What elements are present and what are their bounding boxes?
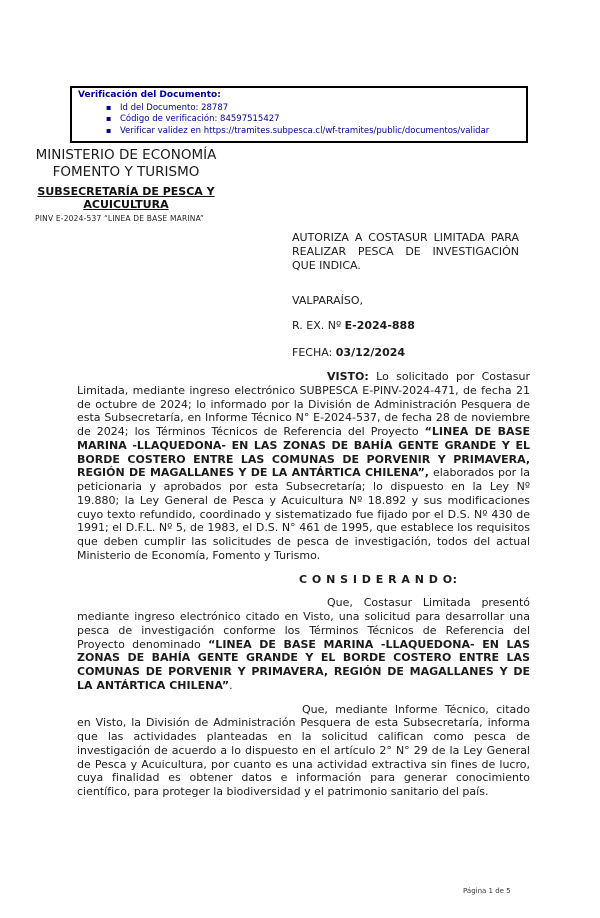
pinv-reference: PINV E-2024-537 “LINEA DE BASE MARINA” — [35, 214, 205, 223]
considerando-1-end: . — [229, 678, 233, 692]
subsecretaria-name-line2: ACUICULTURA — [83, 198, 169, 211]
project-title: “LINEA DE BASE MARINA -LLAQUEDONA- EN LAS ZONAS DE BAHÍA GENTE GRANDE Y EL BORDE COSTERO ENTRE LAS COMUNAS DE PORVENIR Y PRIMAVERA, REGIÓN DE MAGALLANES Y DE LA ANTÁRTICA CHILENA”, — [77, 425, 531, 480]
bullet-icon: ▪ — [106, 102, 112, 112]
date-label: FECHA: — [292, 346, 336, 359]
verification-item-text: Código de verificación: 84597515427 — [120, 114, 280, 124]
resolution-title-block — [292, 231, 519, 360]
resolution-subject: AUTORIZA A COSTASUR LIMITADA PARA REALIZAR PESCA DE INVESTIGACIÓN QUE INDICA. — [292, 231, 519, 272]
bullet-icon: ▪ — [106, 114, 112, 123]
visto-paragraph — [77, 370, 530, 563]
resolution-number-line — [292, 319, 519, 333]
ministry-header — [28, 147, 224, 211]
verification-box — [70, 86, 528, 143]
resolution-body — [77, 370, 530, 809]
verification-item-text: Id del Documento: 28787 — [120, 102, 229, 113]
bullet-icon: ▪ — [106, 125, 112, 135]
verification-item — [78, 126, 521, 138]
considerando-paragraph-1 — [77, 596, 530, 692]
ministry-name-line2: FOMENTO Y TURISMO — [52, 163, 200, 180]
verification-title: Verificación del Documento: — [78, 90, 221, 100]
date-value: 03/12/2024 — [335, 346, 406, 359]
visto-label: VISTO: — [327, 370, 369, 383]
visto-text-1: Lo solicitado por Costasur Limitada, mediante ingreso electrónico SUBPESCA E-PINV-2024-471, de fecha 21 de octubre de 2024; lo informado por la División de Administración Pesquera de esta Subsecretaría, en Informe Técnico N° E-2024-537, de fecha 28 de noviembre de 2024; los Términos Técnicos de Referencia del Proyecto — [77, 370, 530, 438]
page-footer: Página 1 de 5 — [463, 887, 511, 895]
subsecretaria-name-line1: SUBSECRETARÍA DE PESCA Y — [37, 185, 215, 198]
date-line — [292, 346, 519, 360]
visto-text-2: elaborados por la peticionaria y aprobados por esta Subsecretaría; lo dispuesto en la Ley Nº 19.880; la Ley General de Pesca y Acuicultura Nº 18.892 y sus modificaciones cuyo texto refundido, coordinado y sistematizado fue fijado por el D.S. Nº 430 de 1991; el D.F.L. Nº 5, de 1983, el D.S. N° 461 de 1995, que establece los requisitos que deben cumplir las solicitudes de pesca de investigación, todos del actual Ministerio de Economía, Fomento y Turismo. — [77, 466, 530, 562]
ministry-name-line1: MINISTERIO DE ECONOMÍA — [35, 147, 217, 163]
resolution-label: R. EX. Nº — [292, 319, 345, 332]
considerando-paragraph-2: Que, mediante Informe Técnico, citado en Visto, la División de Administración Pesquera de esta Subsecretaría, informa que las actividades planteadas en la solicitud califican como pesca de investigación de acuerdo a lo dispuesto en el artículo 2° N° 29 de la Ley General de Pesca y Acuicultura, por cuanto es una actividad extractiva sin fines de lucro, cuya finalidad es obtener datos e información para generar conocimiento científico, para proteger la biodiversidad y el patrimonio sanitario del país. — [77, 702, 530, 798]
verification-list — [78, 103, 521, 138]
resolution-number: E-2024-888 — [344, 319, 415, 332]
city-line: VALPARAÍSO, — [292, 294, 364, 307]
considerando-1-text: Que, Costasur Limitada presentó mediante ingreso electrónico citado en Visto, una solicitud para desarrollar una pesca de investigación conforme los Términos Técnicos de Referencia del Proyecto denominado — [77, 596, 530, 651]
verification-item — [78, 103, 521, 115]
verification-item-text: Verificar validez en https://tramites.subpesca.cl/wf-tramites/public/documentos/validar — [120, 125, 490, 136]
verification-item — [78, 114, 521, 126]
project-title: “LINEA DE BASE MARINA -LLAQUEDONA- EN LAS ZONAS DE BAHÍA GENTE GRANDE Y EL BORDE COSTERO ENTRE LAS COMUNAS DE PORVENIR Y PRIMAVERA, REGIÓN DE MAGALLANES Y DE LA ANTÁRTICA CHILENA” — [77, 637, 530, 692]
considerando-heading: C O N S I D E R A N D O: — [299, 572, 458, 586]
